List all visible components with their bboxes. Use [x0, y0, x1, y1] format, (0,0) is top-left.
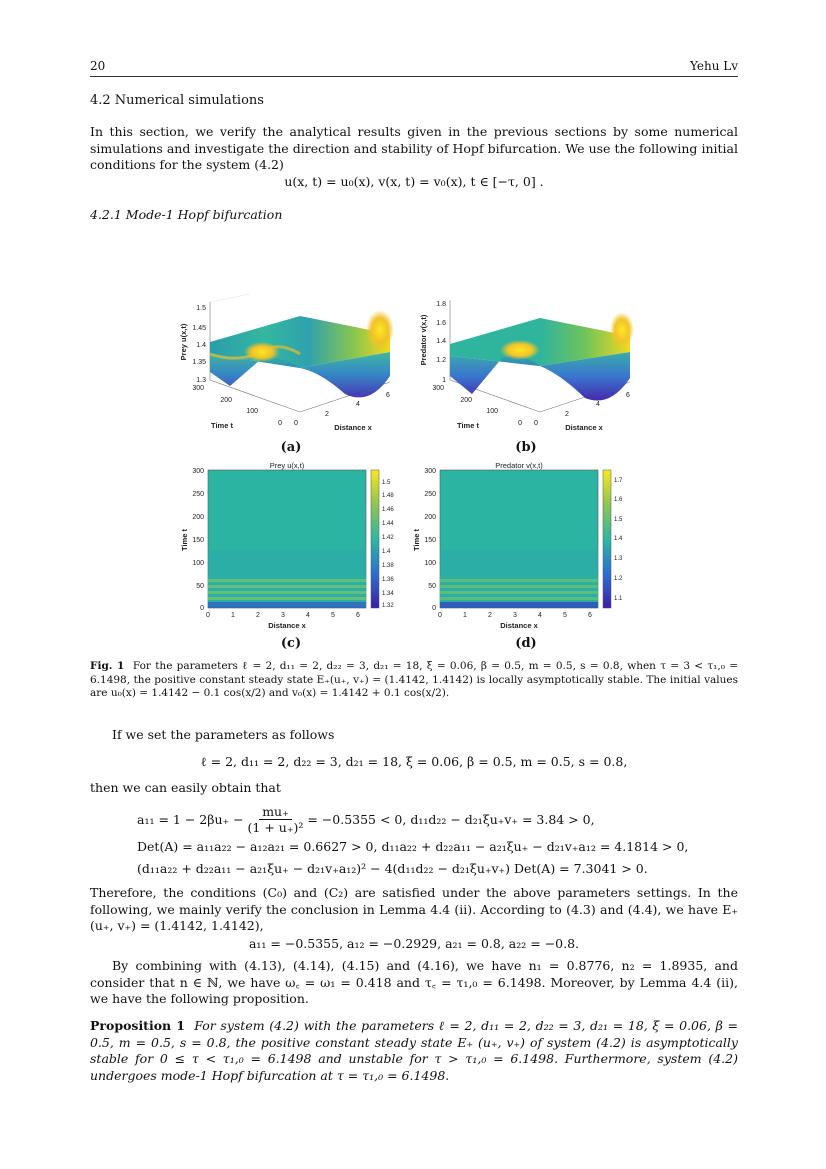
- axis-label-time: Time t: [457, 421, 479, 430]
- xtick: 0: [534, 420, 538, 427]
- ytick: 0: [432, 605, 436, 612]
- proposition: [90, 1018, 738, 1084]
- panel-d-heatmap: [410, 462, 640, 634]
- ytick: 50: [196, 583, 204, 590]
- xtick: 0: [438, 612, 442, 619]
- a11-lhs: a₁₁ = 1 − 2βu₊ −: [137, 812, 244, 827]
- initial-conditions-equation: u(x, t) = u₀(x), v(x, t) = v₀(x), t ∈ [−τ, 0] .: [284, 174, 544, 189]
- panel-a-surface-plot: [170, 294, 410, 436]
- axis-label-time: Time t: [412, 529, 421, 551]
- a11-fraction: [248, 804, 304, 835]
- ytick: 300: [424, 468, 436, 475]
- ztick: 1: [442, 377, 446, 384]
- cbar-tick: 1.5: [382, 480, 391, 486]
- cbar-tick: 1.5: [614, 517, 623, 523]
- xtick: 2: [488, 612, 492, 619]
- axis-label-distance: Distance x: [565, 423, 603, 432]
- therefore-paragraph: Therefore, the conditions (C₀) and (C₂) are satisfied under the above parameters settings. In the following, we mainly verify the conclusion in Lemma 4.4 (ii). According to (4.3) and (4.4), we have E₊ (u₊, v₊) = (1.4142, 1.4142),: [90, 885, 738, 933]
- caption-text: For the parameters ℓ = 2, d₁₁ = 2, d₂₂ = 3, d₂₁ = 18, ξ = 0.06, β = 0.5, m = 0.5, s = 0.8, when τ = 3 < τ₁,₀ = 6.1498, the positive constant steady state E₊(u₊, v₊) = (1.4142, 1.4142) is locally asymptotically stable. The initial values are u₀(x) = 1.4142 − 0.1 cos(x/2) and v₀(x) = 1.4142 + 0.1 cos(x/2).: [90, 660, 738, 699]
- xtick: 2: [565, 411, 569, 418]
- combining-paragraph: By combining with (4.13), (4.14), (4.15) and (4.16), we have n₁ = 0.8776, n₂ = 1.8935, and consider that n ∈ ℕ, we have ω꜀ = ω₁ = 0.418 and τ꜀ = τ₁,₀ = 6.1498. Moreover, by Lemma 4.4 (ii), we have the following proposition.: [90, 958, 738, 1006]
- xtick: 1: [463, 612, 467, 619]
- ytick: 50: [428, 583, 436, 590]
- proposition-text: For system (4.2) with the parameters ℓ = 2, d₁₁ = 2, d₂₂ = 3, d₂₁ = 18, ξ = 0.06, β = 0.5, m = 0.5, s = 0.8, the positive constant steady state E₊ (u₊, v₊) of system (4.2) is asymptotically stable for 0 ≤ τ < τ₁,₀ = 6.1498 and unstable for τ > τ₁,₀ = 6.1498. Furthermore, system (4.2) undergoes mode-1 Hopf bifurcation at τ = τ₁,₀ = 6.1498.: [90, 1018, 738, 1083]
- ztick: 1.8: [436, 301, 446, 308]
- xtick: 4: [538, 612, 542, 619]
- xtick: 4: [356, 401, 360, 408]
- xtick: 6: [386, 392, 390, 399]
- ytick: 200: [424, 514, 436, 521]
- xtick: 4: [596, 401, 600, 408]
- xtick: 4: [306, 612, 310, 619]
- ttick: 0: [518, 420, 522, 427]
- ytick: 150: [424, 537, 436, 544]
- ztick: 1.4: [436, 338, 446, 345]
- axis-label-distance: Distance x: [334, 423, 372, 432]
- axis-label-predator: Predator v(x,t): [419, 314, 428, 366]
- ytick: 300: [192, 468, 204, 475]
- panel-a-label: (a): [280, 440, 302, 455]
- panel-d-label: (d): [515, 636, 537, 651]
- axis-label-distance: Distance x: [268, 621, 306, 630]
- cbar-tick: 1.48: [382, 493, 394, 499]
- intro-paragraph: In this section, we verify the analytical results given in the previous sections by some numerical simulations and investigate the direction and stability of Hopf bifurcation. We use the following initial conditions for the system (4.2): [90, 124, 738, 172]
- cbar-tick: 1.7: [614, 478, 623, 484]
- cbar-tick: 1.4: [382, 549, 391, 555]
- xtick: 3: [513, 612, 517, 619]
- ytick: 200: [192, 514, 204, 521]
- a-values-equation: a₁₁ = −0.5355, a₁₂ = −0.2929, a₂₁ = 0.8, a₂₂ = −0.8.: [248, 936, 580, 951]
- figure-caption: [90, 660, 738, 701]
- cbar-tick: 1.36: [382, 577, 394, 583]
- cbar-tick: 1.46: [382, 507, 394, 513]
- ytick: 250: [424, 491, 436, 498]
- ytick: 100: [192, 560, 204, 567]
- cbar-tick: 1.3: [614, 556, 623, 562]
- header-rule: [90, 76, 738, 77]
- cbar-tick: 1.2: [614, 576, 623, 582]
- det-equation: Det(A) = a₁₁a₂₂ − a₁₂a₂₁ = 0.6627 > 0, d₁₁a₂₂ + d₂₂a₁₁ − a₂₁ξu₊ − d₂₁v₊a₁₂ = 4.1814 > 0,: [137, 839, 689, 854]
- panel-b-surface-plot: [410, 294, 650, 436]
- a11-equation: [137, 804, 595, 835]
- cbar-tick: 1.32: [382, 603, 394, 609]
- cbar-tick: 1.6: [614, 497, 623, 503]
- xtick: 1: [231, 612, 235, 619]
- params-equation: ℓ = 2, d₁₁ = 2, d₂₂ = 3, d₂₁ = 18, ξ = 0.06, β = 0.5, m = 0.5, s = 0.8,: [200, 754, 628, 769]
- xtick: 0: [206, 612, 210, 619]
- then-text: then we can easily obtain that: [90, 780, 281, 795]
- xtick: 6: [588, 612, 592, 619]
- cbar-tick: 1.4: [614, 536, 623, 542]
- ztick: 1.45: [192, 325, 206, 332]
- cbar-tick: 1.34: [382, 591, 394, 597]
- proposition-label: Proposition 1: [90, 1018, 185, 1033]
- page-number: 20: [90, 59, 106, 73]
- ttick: 100: [246, 408, 258, 415]
- a11-denominator: (1 + u₊)²: [247, 820, 304, 835]
- panel-c-heatmap: [178, 462, 408, 634]
- xtick: 3: [281, 612, 285, 619]
- cbar-tick: 1.38: [382, 563, 394, 569]
- xtick: 6: [626, 392, 630, 399]
- section-title: 4.2 Numerical simulations: [90, 93, 264, 108]
- ttick: 300: [192, 385, 204, 392]
- xtick: 0: [294, 420, 298, 427]
- axis-label-time: Time t: [211, 421, 233, 430]
- xtick: 5: [563, 612, 567, 619]
- axis-label-prey: Prey u(x,t): [179, 323, 188, 361]
- xtick: 2: [325, 411, 329, 418]
- subsection-title: 4.2.1 Mode-1 Hopf bifurcation: [90, 207, 283, 222]
- ytick: 150: [192, 537, 204, 544]
- panel-c-label: (c): [280, 636, 302, 651]
- ztick: 1.3: [196, 377, 206, 384]
- heatmap-title: Prey u(x,t): [269, 462, 305, 470]
- xtick: 5: [331, 612, 335, 619]
- ytick: 0: [200, 605, 204, 612]
- ztick: 1.6: [436, 320, 446, 327]
- ttick: 300: [432, 385, 444, 392]
- panel-b-label: (b): [515, 440, 537, 455]
- cbar-tick: 1.1: [614, 596, 623, 602]
- a11-numerator: mu₊: [259, 804, 292, 820]
- heatmap-title: Predator v(x,t): [495, 462, 543, 470]
- ztick: 1.4: [196, 342, 206, 349]
- ztick: 1.35: [192, 359, 206, 366]
- ztick: 1.5: [196, 305, 206, 312]
- ytick: 250: [192, 491, 204, 498]
- a11-rhs: = −0.5355 < 0, d₁₁d₂₂ − d₂₁ξu₊v₊ = 3.84 > 0,: [307, 812, 595, 827]
- xtick: 6: [356, 612, 360, 619]
- ttick: 200: [460, 397, 472, 404]
- discriminant-equation: (d₁₁a₂₂ + d₂₂a₁₁ − a₂₁ξu₊ − d₂₁v₊a₁₂)² − 4(d₁₁d₂₂ − d₂₁ξu₊v₊) Det(A) = 7.3041 > 0.: [137, 861, 648, 876]
- ztick: 1.2: [436, 357, 446, 364]
- caption-label: Fig. 1: [90, 660, 125, 672]
- ttick: 0: [278, 420, 282, 427]
- params-intro: If we set the parameters as follows: [112, 727, 335, 742]
- ttick: 200: [220, 397, 232, 404]
- ttick: 100: [486, 408, 498, 415]
- running-author: Yehu Lv: [690, 59, 738, 73]
- xtick: 2: [256, 612, 260, 619]
- cbar-tick: 1.44: [382, 521, 394, 527]
- axis-label-time: Time t: [180, 529, 189, 551]
- ytick: 100: [424, 560, 436, 567]
- axis-label-distance: Distance x: [500, 621, 538, 630]
- cbar-tick: 1.42: [382, 535, 394, 541]
